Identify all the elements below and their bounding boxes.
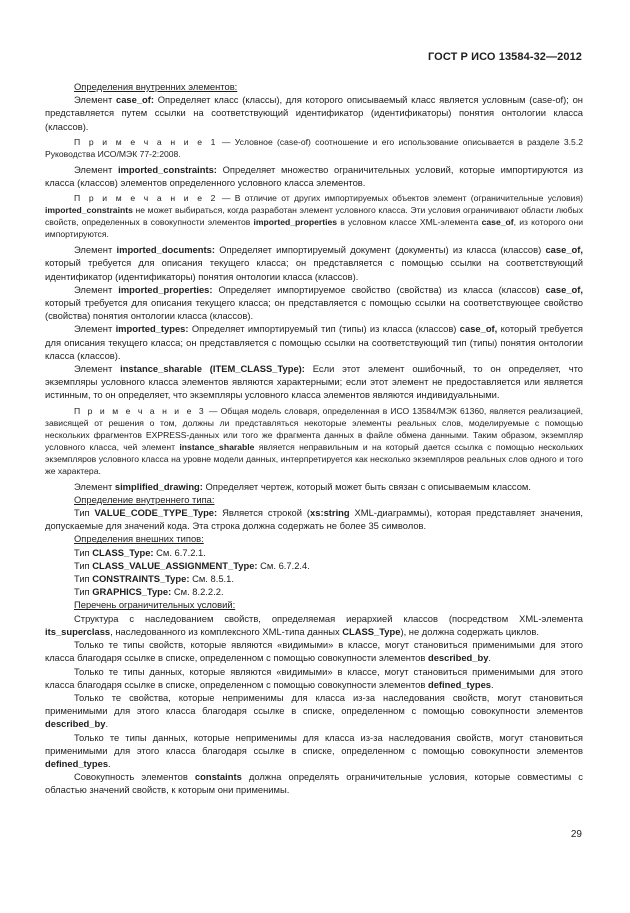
document-header: ГОСТ Р ИСО 13584-32—2012 bbox=[427, 51, 582, 63]
note-2: П р и м е ч а н и е 2 — В отличие от других импортируемых объектов элемент (ограничительные условия) imported_constraints не может выбираться, когда разработан элемент условного класса. Эти условия ограничивают области любых свойств, определенных в совокупности элементов imported_properties в условном классе XML-элемента case_of, из которого они импортируются. bbox=[45, 193, 584, 240]
section-heading-internal-elements: Определения внутренних элементов: bbox=[74, 81, 238, 92]
paragraph-imported-documents: Элемент imported_documents: Определяет импортируемый документ (документы) из класса (классов) case_of, который требуется для описания текущего класса; он представляется с помощью ссылки на соответствующий идентификатор (идентификаторы) понятия онтологии класса (классов). bbox=[45, 244, 583, 282]
note-1: П р и м е ч а н и е 1 — Условное (case-of) соотношение и его использование описывается в разделе 3.5.2 Руководства ИСО/МЭК 77-2:2008. bbox=[45, 136, 583, 159]
paragraph-simplified-drawing: Элемент simplified_drawing: Определяет чертеж, который может быть связан с описываемым классом. bbox=[74, 480, 531, 492]
paragraph-case-of: Элемент case_of: Определяет класс (классы), для которого описываемый класс является условным (case-of); он представляется путем ссылки на соответствующий идентификатор (идентификаторы) понятия онтологии класса (классов). bbox=[45, 94, 583, 132]
paragraph-constraint-2: Только те типы свойств, которые являются «видимыми» в классе, могут становиться применимыми для этого класса благодаря ссылке в списке, определенном с помощью совокупности элементов described_by. bbox=[45, 639, 583, 664]
section-heading-internal-type: Определение внутреннего типа: bbox=[74, 493, 215, 505]
document-body bbox=[45, 80, 583, 797]
paragraph-constraint-5: Только те типы данных, которые неприменимы для класса из-за наследования свойств, могут становиться применимыми для этого класса благодаря ссылке в списке, определенном с помощью совокупности элементов defined_types. bbox=[45, 731, 583, 769]
page-number: 29 bbox=[570, 829, 582, 840]
type-constraints: Тип CONSTRAINTS_Type: См. 8.5.1. bbox=[74, 573, 234, 585]
paragraph-imported-types: Элемент imported_types: Определяет импортируемый тип (типы) из класса (классов) case_of, который требуется для описания текущего класса; он представляется с помощью ссылки на соответствующий тип (типы) понятия онтологии класса (классов). bbox=[45, 323, 583, 361]
paragraph-constraint-4: Только те свойства, которые неприменимы для класса из-за наследования свойств, могут становиться применимыми для этого класса благодаря ссылке в списке, определенном с помощью совокупности элементов described_by. bbox=[45, 691, 583, 730]
type-class-value-assignment: Тип CLASS_VALUE_ASSIGNMENT_Type: См. 6.7.2.4. bbox=[74, 559, 310, 571]
paragraph-constraint-6: Совокупность элементов constaints должна определять ограничительные условия, которые совместимы с областью значений свойств, к которым они применимы. bbox=[45, 771, 583, 796]
paragraph-imported-constraints: Элемент imported_constraints: Определяет множество ограничительных условий, которые импортируются из класса (классов) элементов определенного условного класса элементов. bbox=[45, 163, 583, 189]
section-heading-external-types: Определения внешних типов: bbox=[74, 533, 204, 545]
paragraph-imported-properties: Элемент imported_properties: Определяет импортируемое свойство (свойства) из класса (классов) case_of, который требуется для описания текущего класса; он представляется с помощью ссылки на соответствующее свойство (свойства) понятия онтологии класса (классов). bbox=[45, 283, 583, 322]
type-graphics: Тип GRAPHICS_Type: См. 8.2.2.2. bbox=[74, 586, 224, 598]
paragraph-constraint-3: Только те типы данных, которые являются «видимыми» в классе, могут становиться применимыми для этого класса благодаря ссылке в списке, определенном с помощью совокупности элементов defined_types. bbox=[45, 665, 583, 690]
paragraph-constraint-1: Структура с наследованием свойств, определяемая иерархией классов (посредством XML-элемента its_superclass, наследованного из комплексного XML-типа данных CLASS_Type), не должна содержать циклов. bbox=[45, 612, 583, 637]
note-3: П р и м е ч а н и е 3 — Общая модель словаря, определенная в ИСО 13584/МЭК 61360, является реализацией, зависящей от решения о том, должны ли представляться некоторые элементы реальных слов, моделируемые с помощью нескольких фрагментов EXPRESS-данных или того же фрагмента данных в файле обмена данными. Таким образом, экземпляр условного класса, чей элемент instance_sharable является неправильным и на который дается ссылка с помощью нескольких экземпляров условного класса на уровне модели данных, интерпретируется как несколько экземпляров реальных слов одного и того же характера. bbox=[45, 405, 584, 476]
paragraph-instance-sharable: Элемент instance_sharable (ITEM_CLASS_Type): Если этот элемент ошибочный, то он определяет, что экземпляры условного класса элементов являются характерными; если этот элемент не предоставляется или является истинным, то он определяет, что экземпляры условного класса элементов являются индивидуальными. bbox=[45, 363, 583, 401]
type-class: Тип CLASS_Type: См. 6.7.2.1. bbox=[74, 546, 206, 558]
paragraph-value-code-type: Тип VALUE_CODE_TYPE_Type: Является строкой (xs:string XML-диаграммы), которая представляет значения, допускаемые для значений кода. Эта строка должна содержать не более 35 символов. bbox=[45, 507, 583, 532]
section-heading-constraints: Перечень ограничительных условий: bbox=[74, 599, 236, 611]
